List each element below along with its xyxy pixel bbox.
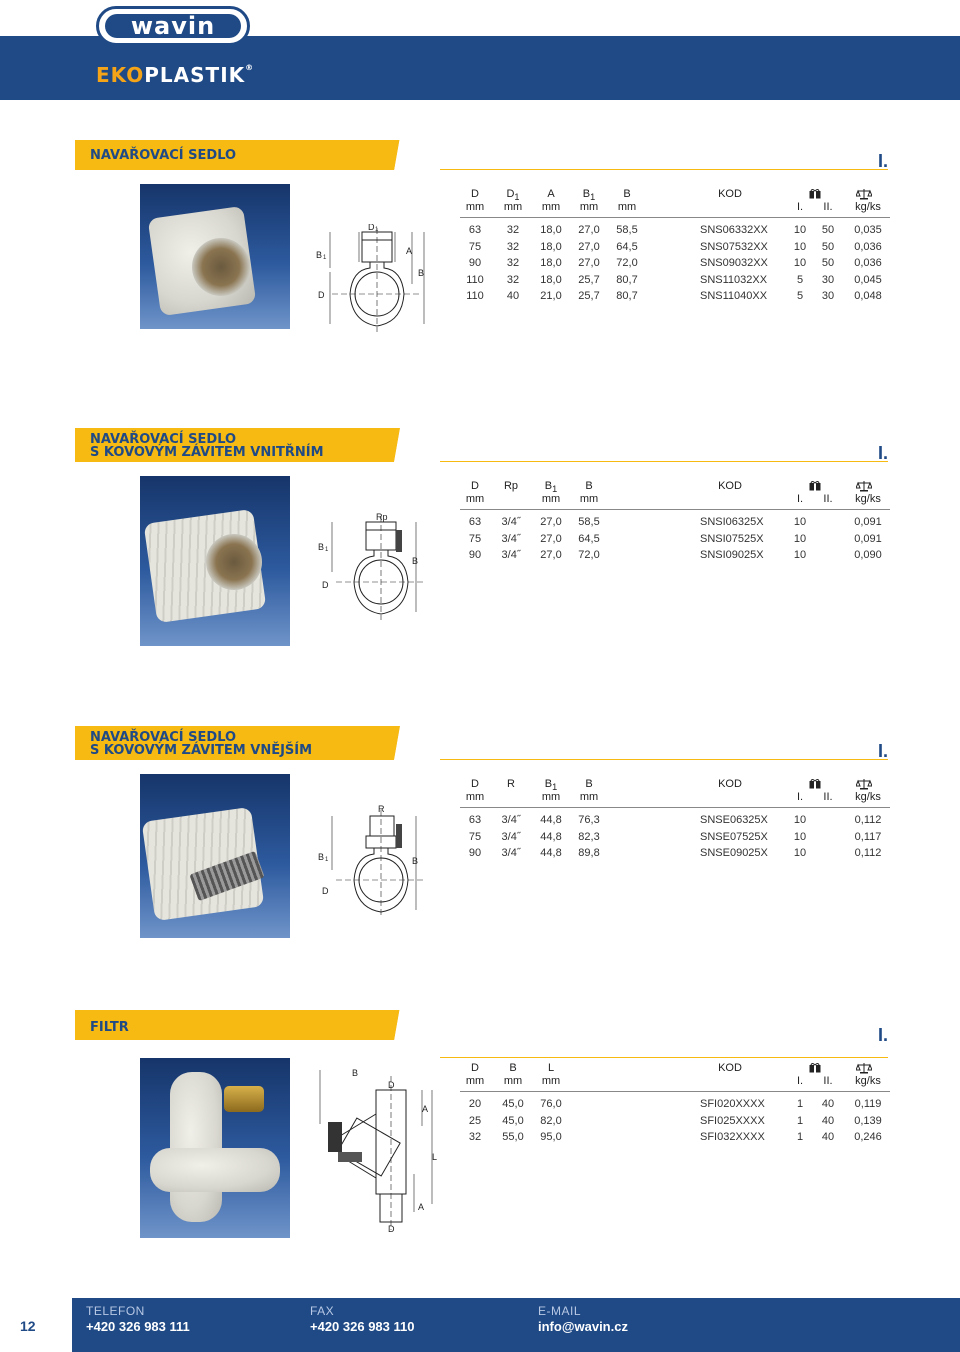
table-row [460,531,890,547]
table-cell: 40 [821,1131,835,1143]
section-subtitle: S KOVOVÝM ZÁVITEM VNITŘNÍM [90,445,324,460]
table-cell: 0,246 [854,1131,882,1143]
product-photo [140,774,290,938]
table-cell: 10 [793,240,807,253]
table-cell: 72,0 [616,257,638,269]
table-cell: 32 [468,1131,482,1143]
section-title: NAVAŘOVACÍ SEDLO [90,432,237,447]
table-cell: 0,048 [854,290,882,302]
dim-l: L [432,1152,438,1162]
table-cell: 95,0 [540,1131,562,1143]
dim-d: D [322,580,329,590]
table-cell: 27,0 [540,549,562,561]
table-cell: 64,5 [578,532,600,545]
technical-drawing [312,224,442,334]
technical-drawing [318,804,438,920]
table-cell: 0,091 [854,516,882,528]
table-cell: 10 [793,516,807,528]
table-cell: 27,0 [578,240,600,253]
package-icon [809,1062,821,1073]
svg-text:1: 1 [375,227,379,233]
table-cell: 3/4˝ [501,814,521,826]
table-cell: 10 [793,830,807,843]
table-cell: 75 [468,830,482,843]
table-row [460,1129,890,1145]
table-row [460,255,890,271]
dim-a-bottom: A [418,1202,425,1212]
table-cell: 0,139 [854,1114,882,1127]
dim-b1: B [318,852,325,862]
table-cell: SFI032XXXX [700,1131,765,1143]
dim-b1: B [316,250,323,260]
product-photo [140,1058,290,1238]
table-cell: 30 [821,273,835,286]
table-cell: SFI020XXXX [700,1098,765,1110]
table-cell: 82,3 [578,830,600,843]
class-mark: I. [877,741,888,761]
section-title: NAVAŘOVACÍ SEDLO [90,730,237,745]
table-cell: 63 [468,814,482,826]
table-cell: 21,0 [540,290,562,302]
dim-a: A [422,1104,429,1114]
table-cell: SNSI09025X [700,549,764,561]
table-cell: 50 [821,240,835,253]
table-row [460,812,890,828]
table-cell: 44,8 [540,830,562,843]
table-cell: 10 [793,224,807,236]
table-cell: 50 [821,224,835,236]
table-row [460,829,890,845]
table-cell: 89,8 [578,847,600,859]
table-cell: 3/4˝ [501,516,521,528]
table-cell: 50 [821,257,835,269]
table-cell: 40 [506,290,520,302]
svg-text:1: 1 [323,255,327,261]
svg-text:1: 1 [325,857,329,863]
table-cell: 75 [468,240,482,253]
table-cell: 25 [468,1114,482,1127]
table-cell: 0,045 [854,273,882,286]
dim-b: B [412,856,419,866]
table-cell: 58,5 [616,224,638,236]
dim-a: A [406,246,413,256]
table-row [460,1113,890,1129]
fax-label: FAX [310,1304,335,1318]
table-cell: 32 [506,224,520,236]
dim-b: B [352,1068,359,1078]
table-cell: 80,7 [616,273,638,286]
table-cell: 32 [506,240,520,253]
table-row [460,1096,890,1112]
table-cell: SNSI06325X [700,516,764,528]
table-row [460,514,890,530]
table-cell: SNS06332XX [700,224,768,236]
table-cell: 1 [796,1098,804,1110]
section-title-bar [75,428,475,462]
table-cell: SNSI07525X [700,532,764,545]
product-photo [140,184,290,329]
table-cell: 18,0 [540,224,562,236]
technical-drawing [318,512,438,622]
table-cell: SNS09032XX [700,257,768,269]
table-cell: 18,0 [540,240,562,253]
table-cell: 1 [796,1114,804,1127]
table-cell: SNSE09025X [700,847,768,859]
fax-number: +420 326 983 110 [310,1319,415,1334]
dim-b: B [412,556,419,566]
dim-d: D [322,886,329,896]
dim-r: R [378,804,385,814]
table-row [460,239,890,255]
table-cell: SNS11040XX [700,290,768,302]
dim-d-bottom: D [388,1224,395,1232]
section-title-bar [75,1010,475,1040]
section-title-bar [75,726,475,760]
table-cell: 90 [468,847,482,859]
phone-label: TELEFON [86,1304,145,1318]
table-cell: 40 [821,1098,835,1110]
table-cell: 72,0 [578,549,600,561]
table-cell: 18,0 [540,257,562,269]
table-cell: 10 [793,532,807,545]
table-cell: 110 [466,273,484,286]
table-cell: 1 [796,1131,804,1143]
table-cell: 3/4˝ [501,830,521,843]
section-title: NAVAŘOVACÍ SEDLO [90,148,237,163]
table-cell: 5 [796,290,804,302]
class-mark: I. [877,151,888,171]
table-cell: 3/4˝ [501,847,521,859]
table-cell: 0,036 [854,257,882,269]
table-cell: 45,0 [502,1098,524,1110]
table-cell: SFI025XXXX [700,1114,765,1127]
table-cell: 3/4˝ [501,549,521,561]
table-cell: 0,036 [854,240,882,253]
package-icon [809,480,821,491]
package-icon [809,778,821,789]
table-cell: 10 [793,814,807,826]
table-cell: 80,7 [616,290,638,302]
table-cell: 30 [821,290,835,302]
dim-d1: D [368,224,375,232]
table-cell: 0,112 [854,847,882,859]
dim-rp: Rp [376,512,388,522]
table-cell: 32 [506,273,520,286]
table-cell: 75 [468,532,482,545]
dim-d: D [318,290,325,300]
table-cell: 10 [793,257,807,269]
table-cell: 45,0 [502,1114,524,1127]
table-cell: 82,0 [540,1114,562,1127]
table-cell: 27,0 [540,532,562,545]
table-row [460,288,890,304]
class-mark: I. [877,1025,888,1045]
table-cell: 63 [468,224,482,236]
table-cell: 64,5 [616,240,638,253]
table-cell: 10 [793,549,807,561]
table-cell: 110 [466,290,484,302]
table-cell: 40 [821,1114,835,1127]
dim-b1: B [318,542,325,552]
table-row [460,272,890,288]
dim-b: B [418,268,425,278]
table-cell: 44,8 [540,847,562,859]
table-cell: 90 [468,549,482,561]
table-cell: 27,0 [578,224,600,236]
table-cell: 0,090 [854,549,882,561]
table-cell: 27,0 [540,516,562,528]
table-cell: SNSE06325X [700,814,768,826]
table-cell: 25,7 [578,273,600,286]
ekoplastik-logo: EKOPLASTIK® [96,63,255,87]
table-cell: 18,0 [540,273,562,286]
section-subtitle: S KOVOVÝM ZÁVITEM VNĚJŠÍM [90,743,313,758]
table-cell: SNS11032XX [700,273,768,286]
technical-drawing [314,1064,444,1232]
table-cell: SNS07532XX [700,240,768,253]
table-cell: 63 [468,516,482,528]
table-cell: SNSE07525X [700,830,768,843]
wavin-logo [96,6,250,46]
svg-text:1: 1 [325,547,329,553]
page-number: 12 [20,1318,36,1334]
section-title-bar [75,140,475,170]
table-cell: 44,8 [540,814,562,826]
table-cell: 25,7 [578,290,600,302]
phone-number: +420 326 983 111 [86,1319,190,1334]
table-cell: 10 [793,847,807,859]
table-row [460,547,890,563]
table-cell: 27,0 [578,257,600,269]
table-cell: 0,119 [854,1098,882,1110]
table-cell: 55,0 [502,1131,524,1143]
table-row [460,222,890,238]
section-title: FILTR [90,1020,129,1035]
class-mark: I. [877,443,888,463]
package-icon [809,188,821,199]
table-cell: 76,3 [578,814,600,826]
email-address[interactable]: info@wavin.cz [538,1319,628,1334]
table-cell: 90 [468,257,482,269]
dim-d: D [388,1080,395,1090]
table-cell: 3/4˝ [501,532,521,545]
table-cell: 20 [468,1098,482,1110]
table-cell: 0,091 [854,532,882,545]
table-cell: 5 [796,273,804,286]
table-cell: 0,112 [854,814,882,826]
product-photo [140,476,290,646]
table-cell: 0,035 [854,224,882,236]
footer-contact-bar [72,1298,960,1352]
table-row [460,845,890,861]
table-cell: 76,0 [540,1098,562,1110]
table-cell: 32 [506,257,520,269]
email-label: E-MAIL [538,1304,582,1318]
wavin-logo-text: wavin [105,14,241,38]
table-cell: 58,5 [578,516,600,528]
table-cell: 0,117 [854,830,882,843]
